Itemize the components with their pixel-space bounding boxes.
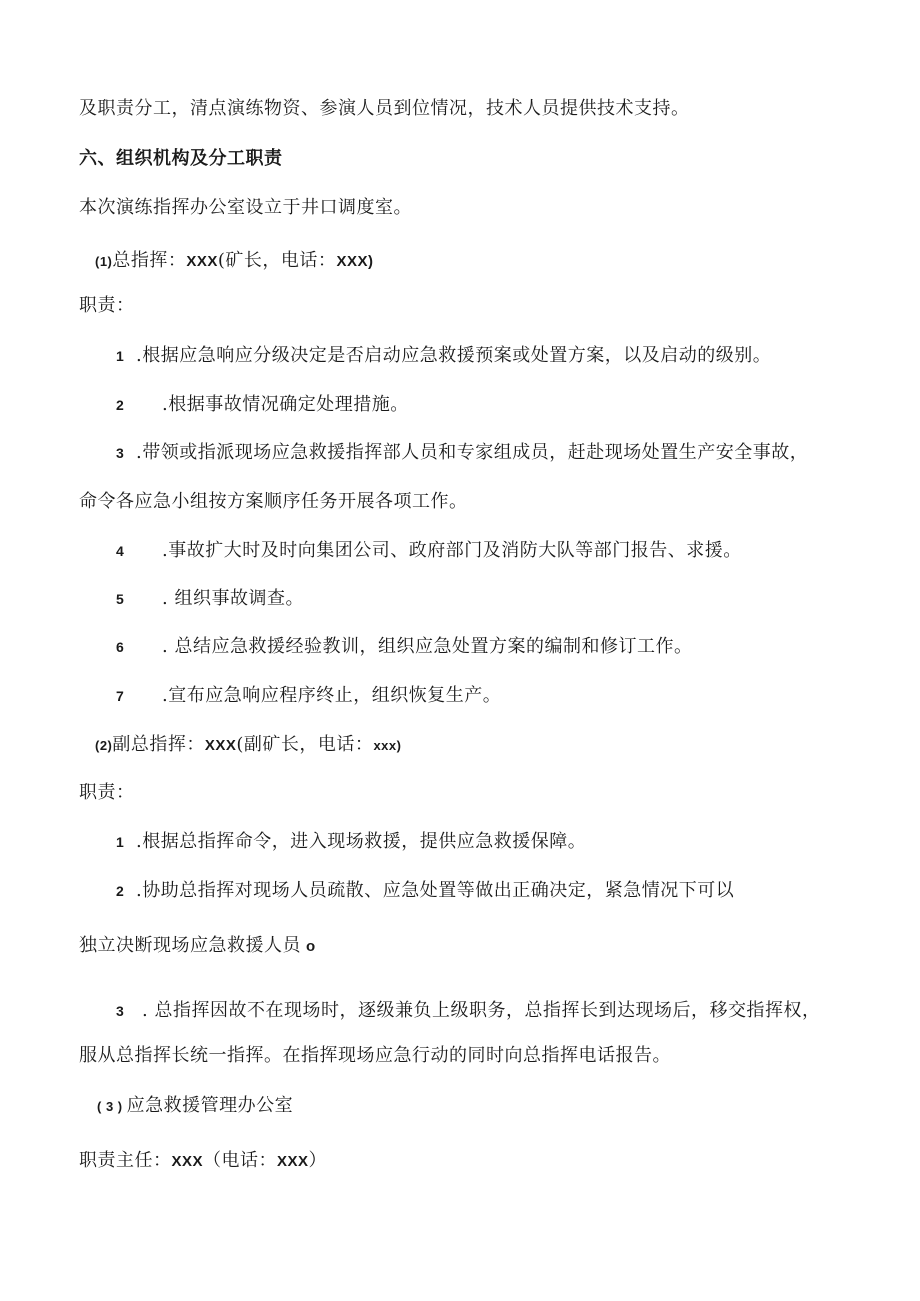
list-item [116,344,771,368]
list-item [116,539,742,563]
list-item [116,830,586,854]
list-item-text: . 组织事故调查。 [162,588,304,609]
role-text: (副矿长，电话： [236,734,374,755]
subsection-title-commander [95,249,373,274]
list-item [116,879,734,903]
phone-label: （电话： [203,1150,278,1171]
list-item-number: 7 [116,688,125,704]
list-item [116,393,409,417]
phone-value: XXX) [336,253,374,270]
duty-label: 职责： [79,295,135,316]
list-item-number: 1 [116,834,125,850]
subsection-number: ( 3 ) [97,1099,123,1114]
list-item-number: 5 [116,591,125,607]
list-item-text: . 总结应急救援经验教训，组织应急处置方案的编制和修订工作。 [162,636,693,657]
duty-label: 职责： [79,782,135,803]
list-item-number: 1 [116,348,125,364]
list-item [116,684,501,708]
list-item [116,587,304,611]
phone-value: xxx) [373,738,402,753]
list-item [116,999,820,1023]
office-director-line [79,1149,327,1174]
paragraph-line: 本次演练指挥办公室设立于井口调度室。 [79,197,412,218]
period-mark: o [306,938,316,955]
list-item-continuation: 服从总指挥长统一指挥。在指挥现场应急行动的同时向总指挥电话报告。 [79,1045,671,1066]
list-item-text: .宣布应急响应程序终止，组织恢复生产。 [162,685,502,706]
list-item-number: 2 [116,883,125,899]
person-name: XXX [204,737,237,754]
subsection-title-office [97,1094,293,1119]
list-item-continuation [79,934,316,959]
list-item-text: . 总指挥因故不在现场时，逐级兼负上级职务，总指挥长到达现场后，移交指挥权， [142,1000,821,1021]
list-item-continuation: 命令各应急小组按方案顺序任务开展各项工作。 [79,491,468,512]
list-item-text: .带领或指派现场应急救援指挥部人员和专家组成员，赶赴现场处置生产安全事故， [136,442,809,463]
list-item-text: .协助总指挥对现场人员疏散、应急处置等做出正确决定，紧急情况下可以 [136,880,735,901]
subsection-number: (1) [95,254,113,269]
subsection-number: (2) [95,738,113,753]
person-name: XXX [171,1153,204,1170]
list-item-text: .根据事故情况确定处理措施。 [162,394,409,415]
continuation-text: 独立决断现场应急救援人员 [79,935,301,956]
list-item-number: 4 [116,543,125,559]
subsection-title-deputy [95,733,401,758]
list-item [116,635,692,659]
list-item-number: 3 [116,1003,125,1019]
list-item-text: .根据总指挥命令，进入现场救援，提供应急救援保障。 [136,831,587,852]
list-item-text: .事故扩大时及时向集团公司、政府部门及消防大队等部门报告、求援。 [162,540,742,561]
subsection-label: 副总指挥： [112,734,205,755]
list-item-number: 2 [116,397,125,413]
section-heading: 六、组织机构及分工职责 [79,148,283,169]
paragraph-line: 及职责分工，清点演练物资、参演人员到位情况，技术人员提供技术支持。 [79,98,690,119]
list-item-number: 3 [116,445,125,461]
person-name: XXX [186,253,218,270]
director-label: 职责主任： [79,1150,172,1171]
list-item [116,441,808,465]
subsection-label: 应急救援管理办公室 [126,1095,294,1116]
list-item-number: 6 [116,639,125,655]
subsection-label: 总指挥： [112,250,187,271]
closing-paren: ） [308,1150,328,1171]
role-text: (矿长，电话： [217,250,337,271]
phone-value: XXX [277,1153,309,1170]
list-item-text: .根据应急响应分级决定是否启动应急救援预案或处置方案，以及启动的级别。 [136,345,772,366]
